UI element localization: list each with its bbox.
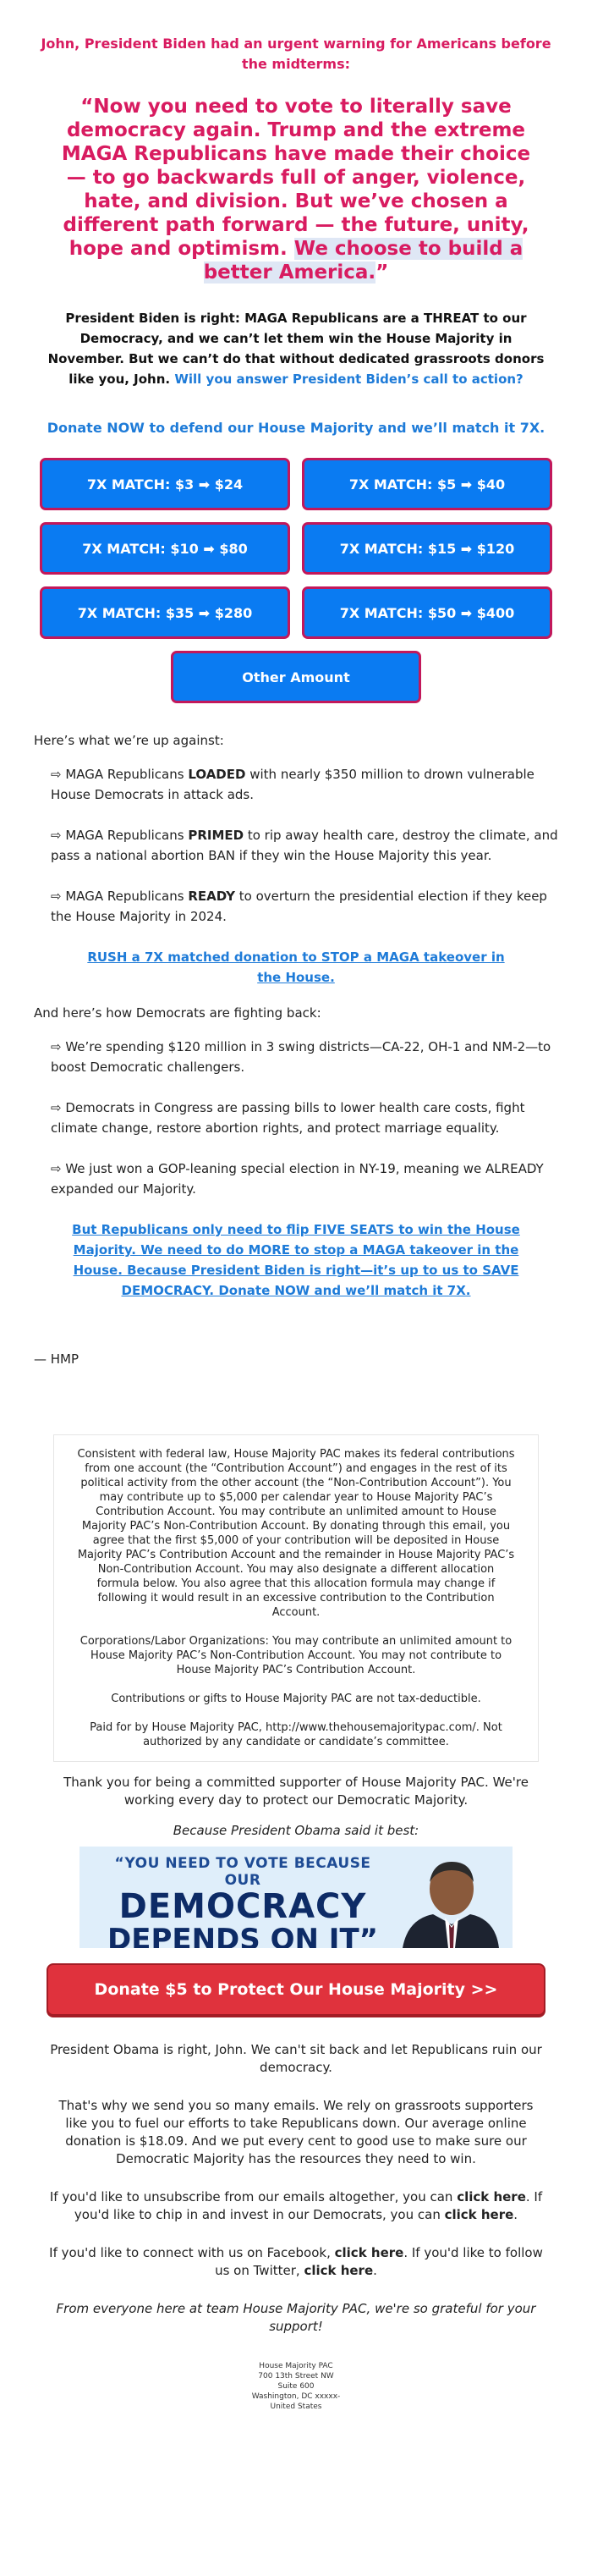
obama-intro: Because President Obama said it best: — [173, 1823, 419, 1838]
facebook-link[interactable]: click here — [334, 2245, 404, 2260]
list-item: ⇨ MAGA Republicans READY to overturn the presidential election if they keep the House Majority in 2024. — [51, 889, 547, 924]
bottom-link-wrap — [0, 1219, 592, 1301]
match-5-button[interactable]: 7X MATCH: $5 ➡ $40 — [302, 458, 552, 510]
obama-quote-banner — [79, 1847, 513, 1948]
donation-button-grid — [0, 436, 592, 639]
biden-right-text: President Biden is right: MAGA Republicans are a THREAT to our Democracy, and we can’t let them win the House Majority in November. But we can’t do that without dedicated grassroots donors like you, John. — [47, 311, 545, 387]
banner-line-2: DEMOCRACY — [118, 1887, 367, 1926]
fight-list — [0, 1023, 592, 1199]
fight-lead: And here’s how Democrats are fighting back: — [34, 1005, 321, 1021]
against-list — [0, 751, 592, 927]
donate-5-button[interactable]: Donate $5 to Protect Our House Majority >> — [47, 1963, 545, 2016]
biden-quote — [0, 74, 592, 284]
paid-for-by: Paid for by House Majority PAC, http://www.thehousemajoritypac.com/. Not authorized by any candidate or candidate’s committee. — [90, 1721, 502, 1748]
donate-now-headline[interactable]: Donate NOW to defend our House Majority and we’ll match it 7X. — [47, 420, 545, 436]
list-item: ⇨ MAGA Republicans LOADED with nearly $350 million to drown vulnerable House Democrats in attack ads. — [51, 767, 534, 802]
legal-disclaimer-box — [53, 1434, 539, 1762]
signature: — HMP — [34, 1351, 79, 1367]
rush-link-wrap — [0, 947, 592, 988]
call-to-action-link[interactable]: Will you answer President Biden’s call to action? — [174, 372, 523, 387]
list-item: ⇨ Democrats in Congress are passing bills to lower health care costs, fight climate change, restore abortion rights, and protect marriage equality. — [51, 1100, 525, 1136]
unsubscribe-link[interactable]: click here — [457, 2189, 526, 2204]
thanks-text: Thank you for being a committed supporter of House Majority PAC. We're working every day to protect our Democratic Majority. — [63, 1775, 529, 1808]
save-democracy-link[interactable]: But Republicans only need to flip FIVE SEATS to win the House Majority. We need to do MORE to stop a MAGA takeover in the House. Because President Biden is right—it’s up to us to SAVE DEMOCRACY. Donate NOW and we’ll match it 7X. — [72, 1222, 520, 1298]
match-3-button[interactable]: 7X MATCH: $3 ➡ $24 — [40, 458, 290, 510]
quote-main: “Now you need to vote to literally save democracy again. Trump and the extreme MAGA Republicans have made their choice — to go backwards full of anger, violence, hate, and division. But we’ve chosen a different path forward — the future, unity, hope and optimism. — [61, 96, 531, 260]
grateful-paragraph: From everyone here at team House Majority PAC, we're so grateful for your support! — [56, 2301, 536, 2334]
match-10-button[interactable]: 7X MATCH: $10 ➡ $80 — [40, 522, 290, 575]
legal-paragraph: Contributions or gifts to House Majority PAC are not tax-deductible. — [111, 1693, 481, 1705]
match-50-button[interactable]: 7X MATCH: $50 ➡ $400 — [302, 586, 552, 639]
obama-right-text: President Obama is right, John. We can't sit back and let Republicans ruin our democracy. — [50, 2042, 542, 2075]
list-item: ⇨ We’re spending $120 million in 3 swing districts—CA-22, OH-1 and NM-2—to boost Democratic challengers. — [51, 1039, 551, 1075]
banner-line-1: “YOU NEED TO VOTE BECAUSE OUR — [114, 1855, 371, 1889]
twitter-link[interactable]: click here — [304, 2263, 374, 2278]
legal-paragraph: Corporations/Labor Organizations: You may contribute an unlimited amount to House Majority PAC’s Non-Contribution Account. You may not contribute to House Majority PAC’s Contribution Account. — [79, 1635, 513, 1676]
biden-right-paragraph — [0, 284, 592, 389]
social-paragraph: If you'd like to connect with us on Facebook, click here. If you'd like to follow us on Twitter, click here. — [49, 2245, 543, 2278]
match-15-button[interactable]: 7X MATCH: $15 ➡ $120 — [302, 522, 552, 575]
unsubscribe-paragraph: If you'd like to unsubscribe from our emails altogether, you can click here. If you'd like to chip in and invest in our Democrats, you can click here. — [49, 2189, 543, 2222]
quote-highlight: We choose to build a better America. — [203, 238, 523, 283]
banner-text — [103, 1855, 382, 1948]
legal-paragraph: Consistent with federal law, House Majority PAC makes its federal contributions from one account (the “Contribution Account”) and engages in the rest of its political activity from the other account (the “Non-Contribution Account”). You may contribute up to $5,000 per calendar year to House Majority PAC’s Contribution Account. You may contribute an unlimited amount to House Majority PAC’s Non-Contribution Account. By donating through this email, you agree that the first $5,000 of your contribution will be deposited in House Majority PAC’s Contribution Account and the remainder in House Majority PAC’s Non-Contribution Account. You may also designate a different allocation formula below. You also agree that this allocation formula may change if following it would result in an excessive contribution to the Contribution Account. — [77, 1448, 515, 1619]
mailing-address: House Majority PAC 700 13th Street NW Suite 600 Washington, DC xxxxx- United States — [251, 2362, 341, 2411]
intro-text: John, President Biden had an urgent warning for Americans before the midterms: — [41, 36, 551, 72]
list-item: ⇨ MAGA Republicans PRIMED to rip away health care, destroy the climate, and pass a national abortion BAN if they win the House Majority this year. — [51, 828, 558, 863]
other-amount-button[interactable]: Other Amount — [171, 651, 421, 703]
rush-donation-link[interactable]: RUSH a 7X matched donation to STOP a MAGA takeover in the House. — [87, 949, 505, 985]
emails-explanation: That's why we send you so many emails. We rely on grassroots supporters like you to fuel our efforts to take Republicans down. Our average online donation is $18.09. And we put every cent to good use to make sure our Democratic Majority has the resources they need to win. — [58, 2098, 534, 2166]
against-lead: Here’s what we’re up against: — [34, 733, 224, 748]
chip-in-link[interactable]: click here — [444, 2207, 514, 2222]
match-35-button[interactable]: 7X MATCH: $35 ➡ $280 — [40, 586, 290, 639]
obama-portrait-image — [399, 1857, 501, 1948]
list-item: ⇨ We just won a GOP-leaning special election in NY-19, meaning we ALREADY expanded our Majority. — [51, 1161, 544, 1197]
quote-end: ” — [375, 261, 389, 283]
banner-line-3: DEPENDS ON IT” — [107, 1923, 378, 1948]
